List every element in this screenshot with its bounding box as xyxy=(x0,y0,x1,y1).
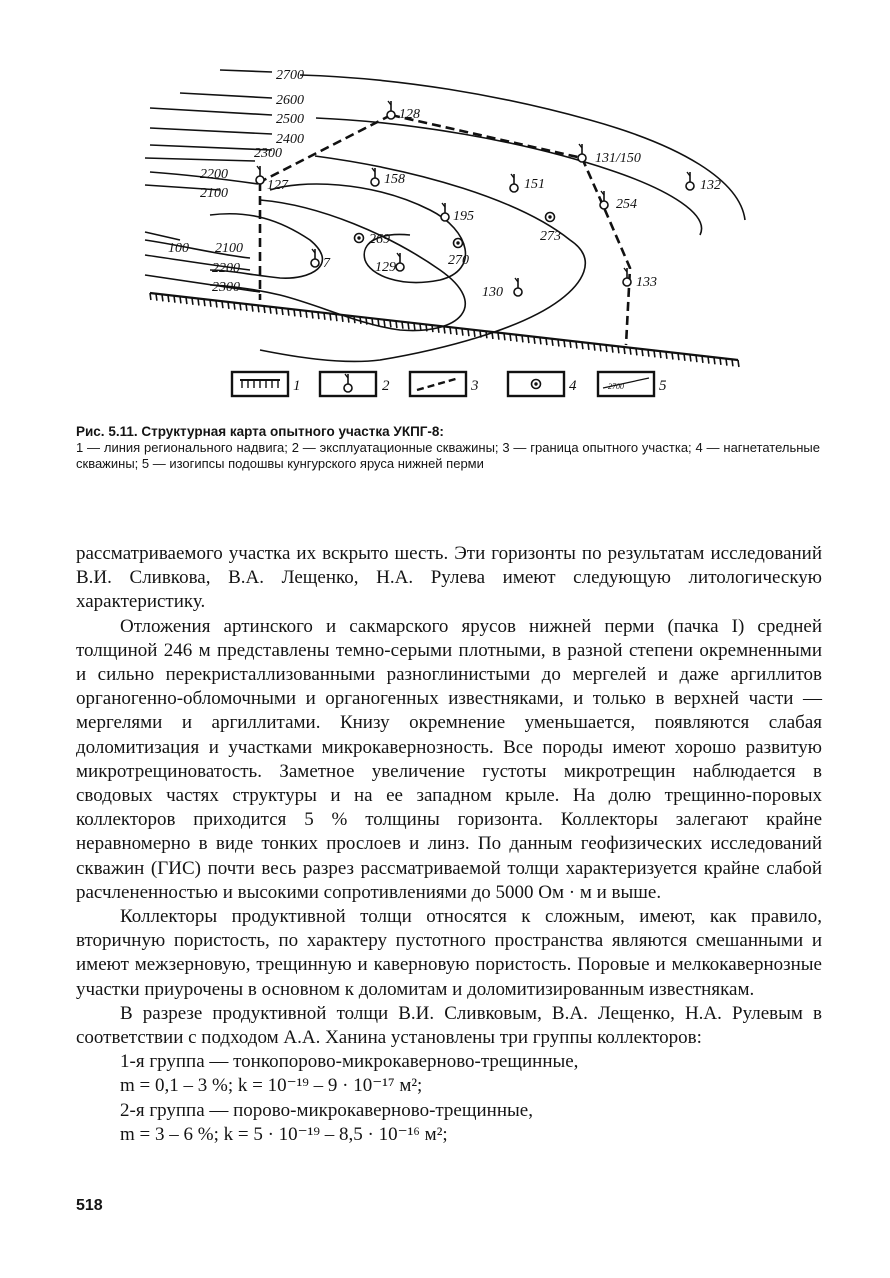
caption-title: Рис. 5.11. Структурная карта опытного участка УКПГ-8: xyxy=(76,424,444,439)
svg-text:4: 4 xyxy=(569,378,577,394)
well-label: 254 xyxy=(616,197,637,212)
svg-text:1: 1 xyxy=(293,378,301,394)
contour-label: 2200 xyxy=(200,167,228,182)
figure-caption xyxy=(76,424,820,472)
body-text xyxy=(76,542,822,1147)
map-legend xyxy=(232,372,667,396)
well-label: 270 xyxy=(448,253,469,268)
legend-item-thrust xyxy=(232,372,301,396)
regional-thrust-line xyxy=(150,293,739,367)
collector-group-title: 2-я группа — порово-микрокаверново-трещинные, xyxy=(120,1099,533,1121)
contour-label: 2300 xyxy=(212,280,240,295)
caption-legend: 1 — линия регионального надвига; 2 — эксплуатационные скважины; 3 — граница опытного участка; 4 — нагнетательные скважины; 5 — изогипсы подошвы кунгурского яруса нижней перми xyxy=(76,440,820,471)
paragraph: Коллекторы продуктивной толщи относятся к сложным, имеют, как правило, вторичную пористость, по характеру пустотного пространства являются смешанными и имеют межзерновую, трещинную и каверновую пористость. Поровые и мелкокавернозные участки приурочены в основном к доломитам и доломитизированным известнякам. xyxy=(76,906,822,1000)
well-label: 269 xyxy=(369,232,390,247)
contour-label: 2300 xyxy=(254,146,282,161)
contour-label: 100 xyxy=(168,241,189,256)
structural-map xyxy=(140,60,750,405)
well-label: 127 xyxy=(267,178,288,193)
contour-label: 2400 xyxy=(276,132,304,147)
svg-text:2: 2 xyxy=(382,378,390,394)
well-label: 131/150 xyxy=(595,151,641,166)
collector-group-formula: m = 3 – 6 %; k = 5 · 10⁻¹⁹ – 8,5 · 10⁻¹⁶ м²; xyxy=(120,1123,448,1145)
legend-item-production-well xyxy=(320,372,390,396)
page-number: 518 xyxy=(76,1197,103,1214)
legend-item-contour xyxy=(598,372,667,396)
well-label: 130 xyxy=(482,285,503,300)
well-label: 132 xyxy=(700,178,721,193)
paragraph: рассматриваемого участка их вскрыто шесть. Эти горизонты по результатам исследований В.И. Сливкова, В.А. Лещенко, Н.А. Рулева имеют следующую литологическую характеристику. xyxy=(76,543,822,613)
well-label: 151 xyxy=(524,177,545,192)
experimental-area-boundary xyxy=(260,115,630,345)
well-label: 128 xyxy=(399,107,420,122)
contour-label: 2500 xyxy=(276,112,304,127)
legend-item-injection-well xyxy=(508,372,577,396)
contour-label: 2100 xyxy=(200,186,228,201)
well-label: 195 xyxy=(453,209,474,224)
production-wells xyxy=(256,101,721,300)
well-label: 129 xyxy=(375,260,396,275)
well-label: 7 xyxy=(323,256,330,271)
well-label: 133 xyxy=(636,275,657,290)
contour-label: 2700 xyxy=(276,68,304,83)
contour-label: 2600 xyxy=(276,93,304,108)
paragraph: В разрезе продуктивной толщи В.И. Сливковым, В.А. Лещенко, Н.А. Рулевым в соответствии с подходом А.А. Ханина установлены три группы коллекторов: xyxy=(76,1002,822,1049)
paragraph: Отложения артинского и сакмарского ярусов нижней перми (пачка I) средней толщиной 246 м представлены темно-серыми плотными, в разной степени окремненными и сильно перекристаллизованными разноглинистыми до мергелей и даже аргиллитов органогенно-обломочными и органогенных известняками, и только в верхней части — мергелями и аргиллитами. Книзу окремнение уменьшается, появляются слабая доломитизация и участками микрокавернозность. Все породы имеют хорошо развитую микротрещиноватость. Заметное увеличение густоты микротрещин наблюдается в сводовых частях структуры и на ее западном крыле. На долю трещинно-поровых коллекторов приходится 5 % толщины горизонта. Коллекторы залегают крайне неравномерно в виде тонких прослоев и линз. По данным геофизических исследований скважин (ГИС) почти весь разрез рассматриваемой толщи характеризуется крайне слабой расчлененностью и высокими сопротивлениями до 5000 Ом · м и выше. xyxy=(76,615,822,903)
contour-label: 2100 xyxy=(215,241,243,256)
collector-group-formula: m = 0,1 – 3 %; k = 10⁻¹⁹ – 9 · 10⁻¹⁷ м²; xyxy=(120,1075,423,1097)
svg-text:5: 5 xyxy=(659,378,667,394)
collector-group-title: 1-я группа — тонкопорово-микрокаверново-трещинные, xyxy=(120,1051,579,1073)
svg-text:3: 3 xyxy=(471,378,479,394)
legend-item-area-boundary xyxy=(410,372,479,396)
svg-text:2700: 2700 xyxy=(608,382,624,391)
contour-label: 2200 xyxy=(212,261,240,276)
well-label: 273 xyxy=(540,229,561,244)
well-label: 158 xyxy=(384,172,405,187)
